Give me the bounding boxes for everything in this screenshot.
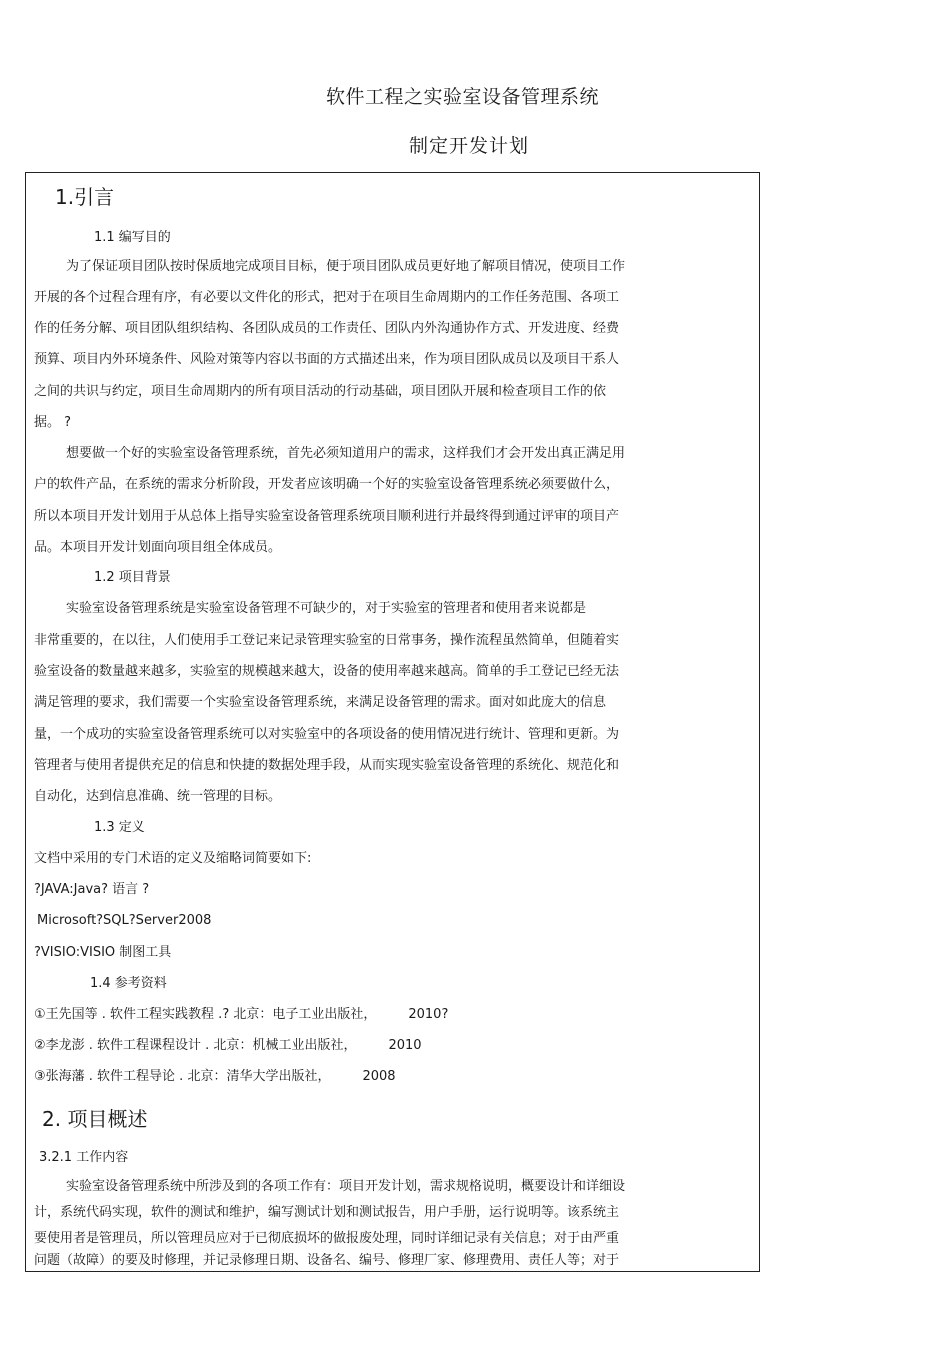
subsection-1-3-title: 1.3 定义 [94,820,145,835]
subsection-1-2-title: 1.2 项目背景 [94,570,171,585]
document-title: 软件工程之实验室设备管理系统 [325,86,599,108]
paragraph-line: 问题（故障）的要及时修理，并记录修理日期、设备名、编号、修理厂家、修理费用、责任人等；对于 [34,1253,620,1268]
paragraph-line: 想要做一个好的实验室设备管理系统，首先必须知道用户的需求，这样我们才会开发出真正满足用 [66,446,626,461]
reference-item [34,1038,422,1054]
reference-item [34,1069,396,1085]
reference-text: ①王先国等 . 软件工程实践教程 .? 北京：电子工业出版社， [34,1007,377,1022]
reference-year: 2010? [408,1007,449,1022]
definition-item: Microsoft?SQL?Server2008 [37,913,212,928]
section-1-heading: 1.引言 [55,185,115,209]
paragraph-line: 验室设备的数量越来越多，实验室的规模越来越大，设备的使用率越来越高。简单的手工登记已经无法 [34,664,620,679]
reference-text: ③张海藩 . 软件工程导论 . 北京：清华大学出版社， [34,1069,331,1084]
definition-item: ?VISIO:VISIO 制图工具 [34,945,172,960]
document-subtitle: 制定开发计划 [408,135,529,157]
paragraph-line: 开展的各个过程合理有序，有必要以文件化的形式，把对于在项目生命周期内的工作任务范围、各项工 [34,290,620,305]
paragraph-line: 品。本项目开发计划面向项目组全体成员。 [34,540,282,555]
paragraph-line: 满足管理的要求，我们需要一个实验室设备管理系统，来满足设备管理的需求。面对如此庞大的信息 [34,695,607,710]
paragraph-line: 要使用者是管理员，所以管理员应对于已彻底损坏的做报废处理，同时详细记录有关信息；对于由严重 [34,1231,620,1246]
reference-year: 2010 [388,1038,422,1053]
paragraph-line: 为了保证项目团队按时保质地完成项目目标，便于项目团队成员更好地了解项目情况，使项目工作 [66,259,626,274]
paragraph-line: 非常重要的，在以往，人们使用手工登记来记录管理实验室的日常事务，操作流程虽然简单，但随着实 [34,633,620,648]
reference-year: 2008 [362,1069,396,1084]
reference-text: ②李龙澎 . 软件工程课程设计 . 北京：机械工业出版社， [34,1038,357,1053]
subsection-1-1-title: 1.1 编写目的 [94,230,171,245]
paragraph-line: 作的任务分解、项目团队组织结构、各团队成员的工作责任、团队内外沟通协作方式、开发进度、经费 [34,321,620,336]
paragraph-line: 户的软件产品，在系统的需求分析阶段，开发者应该明确一个好的实验室设备管理系统必须要做什么， [34,477,620,492]
section-2-heading: 2. 项目概述 [42,1107,148,1131]
reference-item [34,1007,448,1023]
paragraph-line: 计，系统代码实现，软件的测试和维护，编写测试计划和测试报告，用户手册，运行说明等。该系统主 [34,1205,620,1220]
paragraph-line: 预算、项目内外环境条件、风险对策等内容以书面的方式描述出来，作为项目团队成员以及项目干系人 [34,352,620,367]
paragraph-line: 实验室设备管理系统是实验室设备管理不可缺少的，对于实验室的管理者和使用者来说都是 [66,601,587,616]
paragraph-line: 量，一个成功的实验室设备管理系统可以对实验室中的各项设备的使用情况进行统计、管理和更新。为 [34,727,620,742]
subsection-1-4-title: 1.4 参考资料 [90,976,167,991]
content-frame [25,172,760,1272]
paragraph-line: 管理者与使用者提供充足的信息和快捷的数据处理手段，从而实现实验室设备管理的系统化、规范化和 [34,758,620,773]
paragraph-line: 所以本项目开发计划用于从总体上指导实验室设备管理系统项目顺利进行并最终得到通过评审的项目产 [34,509,620,524]
paragraph-line: 实验室设备管理系统中所涉及到的各项工作有：项目开发计划，需求规格说明，概要设计和详细设 [66,1179,626,1194]
paragraph-line: 据。 ? [34,415,72,430]
paragraph-line: 自动化，达到信息准确、统一管理的目标。 [34,789,282,804]
paragraph-line: 文档中采用的专门术语的定义及缩略词简要如下: [34,851,312,866]
subsection-3-2-1-title: 3.2.1 工作内容 [39,1150,129,1165]
definition-item: ?JAVA:Java? 语言 ? [34,882,150,897]
paragraph-line: 之间的共识与约定，项目生命周期内的所有项目活动的行动基础，项目团队开展和检查项目工作的依 [34,384,607,399]
